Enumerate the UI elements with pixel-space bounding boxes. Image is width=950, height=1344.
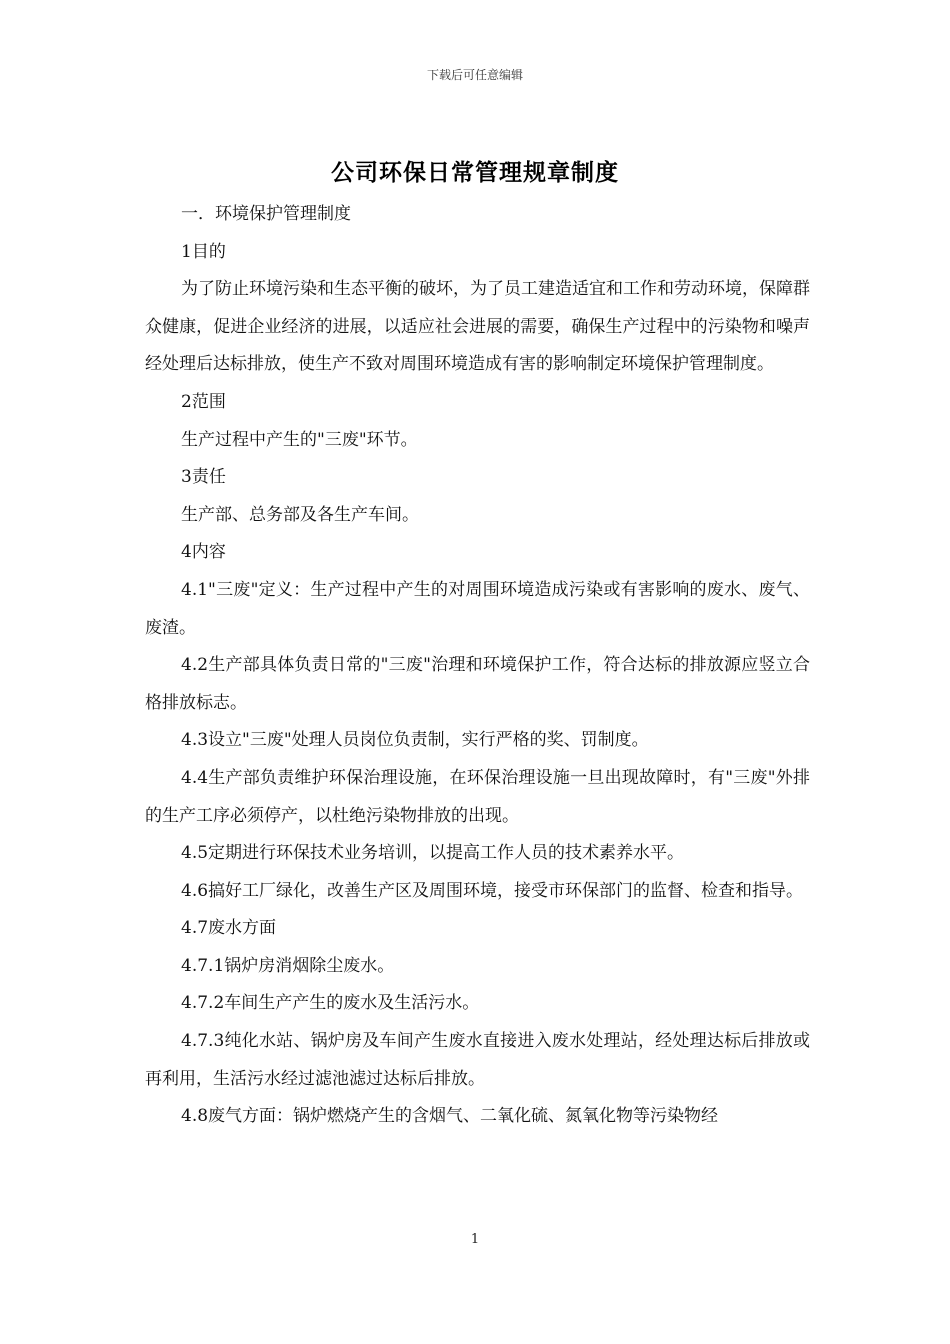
- paragraph-4-7-1: 4.7.1锅炉房消烟除尘废水。: [181, 955, 395, 976]
- paragraph-4-6: 4.6搞好工厂绿化，改善生产区及周围环境，接受市环保部门的监督、检查和指导。: [181, 880, 804, 901]
- paragraph-responsibility: 生产部、总务部及各生产车间。: [181, 504, 419, 525]
- paragraph-4-7-2: 4.7.2车间生产产生的废水及生活污水。: [181, 993, 480, 1014]
- paragraph-4-3: 4.3设立"三废"处理人员岗位负责制，实行严格的奖、罚制度。: [181, 730, 649, 751]
- paragraph-4-2: 4.2生产部具体负责日常的"三废"治理和环境保护工作，符合达标的排放源应竖立合格排放标志。: [145, 655, 810, 713]
- paragraph-4-1: 4.1"三废"定义：生产过程中产生的对周围环境造成污染或有害影响的废水、废气、废渣。: [145, 579, 810, 638]
- document-title: 公司环保日常管理规章制度: [331, 159, 619, 186]
- paragraph-4-4: 4.4生产部负责维护环保治理设施，在环保治理设施一旦出现故障时，有"三废"外排的生产工序必须停产，以杜绝污染物排放的出现。: [145, 767, 810, 826]
- paragraph-scope: 生产过程中产生的"三废"环节。: [181, 429, 418, 450]
- page-header-note: 下载后可任意编辑: [426, 68, 523, 82]
- subsection-heading-purpose: 1目的: [181, 241, 226, 262]
- subsection-heading-scope: 2范围: [181, 391, 226, 412]
- paragraph-4-5: 4.5定期进行环保技术业务培训，以提高工作人员的技术素养水平。: [181, 843, 685, 864]
- paragraph-4-8: 4.8废气方面：锅炉燃烧产生的含烟气、二氧化硫、氮氧化物等污染物经: [181, 1106, 719, 1127]
- subsection-heading-content: 4内容: [181, 542, 226, 563]
- section-heading: 一．环境保护管理制度: [181, 204, 351, 224]
- paragraph-4-7-3: 4.7.3纯化水站、锅炉房及车间产生废水直接进入废水处理站，经处理达标后排放或再利用，生活污水经过滤池滤过达标后排放。: [145, 1031, 810, 1089]
- page-number: 1: [470, 1232, 480, 1247]
- paragraph-4-7: 4.7废水方面: [181, 918, 277, 939]
- subsection-heading-responsibility: 3责任: [181, 467, 226, 488]
- document-body: [145, 196, 810, 1136]
- paragraph-purpose: 为了防止环境污染和生态平衡的破坏，为了员工建造适宜和工作和劳动环境，保障群众健康，促进企业经济的进展，以适应社会进展的需要，确保生产过程中的污染物和噪声经处理后达标排放，使生产不致对周围环境造成有害的影响制定环境保护管理制度。: [145, 279, 810, 375]
